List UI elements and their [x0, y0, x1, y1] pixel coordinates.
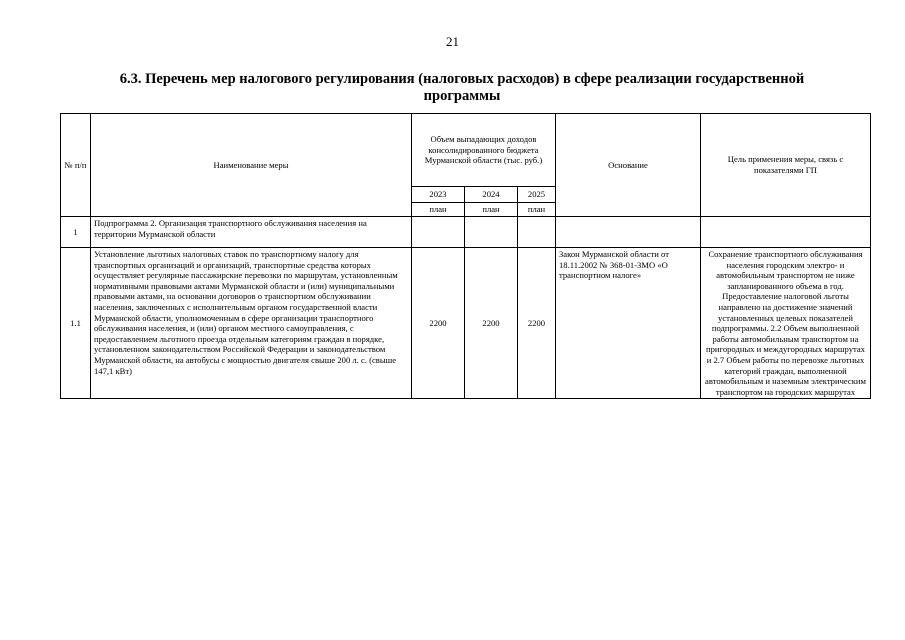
- header-plan-2024: план: [465, 203, 518, 217]
- row-goal: Сохранение транспортного обслуживания населения городским электро- и автомобильным транспортом не ниже запланированного объема в год. Предоставление налоговой льготы направлено на достижение значений установленных целевых показателей подпрограммы. 2.2 Объем выполненной работы автомобильным транспортом на пригородных и междугородных маршрутах и 2.7 Объем работы по перевозке льготных категорий граждан, выполненной автомобильным и наземным электрическим транспортом на городских маршрутах: [701, 248, 871, 399]
- header-plan-2025: план: [518, 203, 556, 217]
- header-goal: Цель применения меры, связь с показателями ГП: [701, 114, 871, 217]
- section-title-line-1: 6.3. Перечень мер налогового регулирования (налоговых расходов) в сфере реализации государственной: [119, 71, 805, 87]
- row-basis: Закон Мурманской области от 18.11.2002 № 368-01-ЗМО «О транспортном налоге»: [556, 248, 701, 399]
- header-year-2023: 2023: [412, 187, 465, 203]
- header-year-2025: 2025: [518, 187, 556, 203]
- page-number: 21: [446, 34, 459, 49]
- header-volume: Объем выпадающих доходов консолидированного бюджета Мурманской области (тыс. руб.): [412, 114, 556, 187]
- row-value-2023: 2200: [412, 248, 465, 399]
- row-num: 1.1: [61, 248, 91, 399]
- row-value-2024: 2200: [465, 248, 518, 399]
- row-num: 1: [61, 217, 91, 248]
- header-plan-2023: план: [412, 203, 465, 217]
- section-title-line-2: программы: [423, 88, 501, 104]
- row-value-2024: [465, 217, 518, 248]
- row-goal: [701, 217, 871, 248]
- row-name: Установление льготных налоговых ставок по транспортному налогу для транспортных организаций и организаций, транспортные средства которых осуществляет регулярные пассажирские перевозки по маршрутам, установленным нормативными правовыми актами Мурманской области и (или) муниципальными правовыми актами, на основании договоров о транспортном обслуживании населения, заключенных с исполнительным органом государственной власти Мурманской области, уполномоченным в сфере организации транспортного обслуживания населения, и (или) органом местного самоуправления, с предоставлением льготного проезда отдельным категориям граждан в порядке, установленном законодательством Российской Федерации и законодательством Мурманской области, на автобусы с мощностью двигателя свыше 200 л. с. (свыше 147,1 кВт): [91, 248, 412, 399]
- header-name: Наименование меры: [91, 114, 412, 217]
- header-basis: Основание: [556, 114, 701, 217]
- row-value-2023: [412, 217, 465, 248]
- header-year-2024: 2024: [465, 187, 518, 203]
- table-row: [61, 217, 871, 248]
- row-basis: [556, 217, 701, 248]
- tax-measures-table: [60, 113, 871, 399]
- table-row: [61, 248, 871, 399]
- row-name: Подпрограмма 2. Организация транспортного обслуживания населения на территории Мурманской области: [91, 217, 412, 248]
- row-value-2025: [518, 217, 556, 248]
- header-num: № п/п: [61, 114, 91, 217]
- row-value-2025: 2200: [518, 248, 556, 399]
- section-title: [92, 71, 832, 105]
